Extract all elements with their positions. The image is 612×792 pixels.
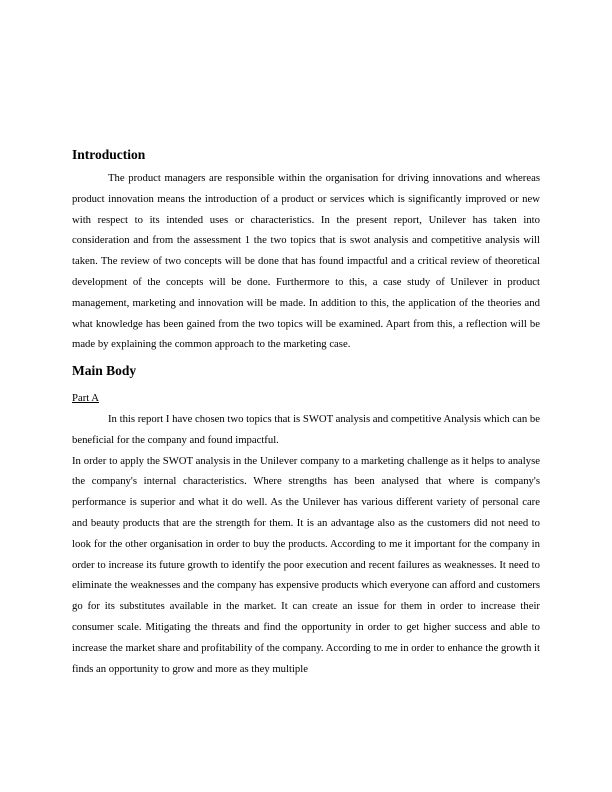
part-a-paragraph-2: In order to apply the SWOT analysis in the Unilever company to a marketing challenge as it helps to analyse the company's internal characteristics. Where strengths has been analysed that where is company's performance is superior and what it do well. As the Unilever has various different variety of personal care and beauty products that are the strength for them. It is an advantage also as the customers did not need to look for the other organisation in order to buy the products. According to me it important for the company in order to increase its future growth to identify the poor execution and recent failures as weaknesses. It need to eliminate the weaknesses and the company has expensive products which everyone can afford and customers go for its substitutes available in the market. It can create an issue for them in order to increase their consumer scale. Mitigating the threats and find the opportunity in order to get higher success and able to increase the market share and profitability of the company. According to me in order to enhance the growth it finds an opportunity to grow and more as they multiple	[72, 454, 540, 675]
document-page	[72, 146, 540, 679]
introduction-heading: Introduction	[72, 147, 146, 162]
part-a-paragraph-1: In this report I have chosen two topics that is SWOT analysis and competitive Analysis which can be beneficial for the company and found impactful.	[72, 412, 540, 446]
main-body-heading: Main Body	[72, 363, 137, 379]
introduction-paragraph: The product managers are responsible within the organisation for driving innovations and whereas product innovation means the introduction of a product or services which is significantly improved or new with respect to its intended uses or characteristics. In the present report, Unilever has taken into consideration and from the assessment 1 the two topics that is swot analysis and competitive analysis will taken. The review of two concepts will be done that has found impactful and a critical review of theoretical development of the concepts will be done. Furthermore to this, a case study of Unilever in product management, marketing and innovation will be made. In addition to this, the application of the theories and what knowledge has been gained from the two topics will be examined. Apart from this, a reflection will be made by explaining the common approach to the marketing case.	[72, 172, 540, 351]
part-a-heading: Part A	[72, 392, 100, 405]
